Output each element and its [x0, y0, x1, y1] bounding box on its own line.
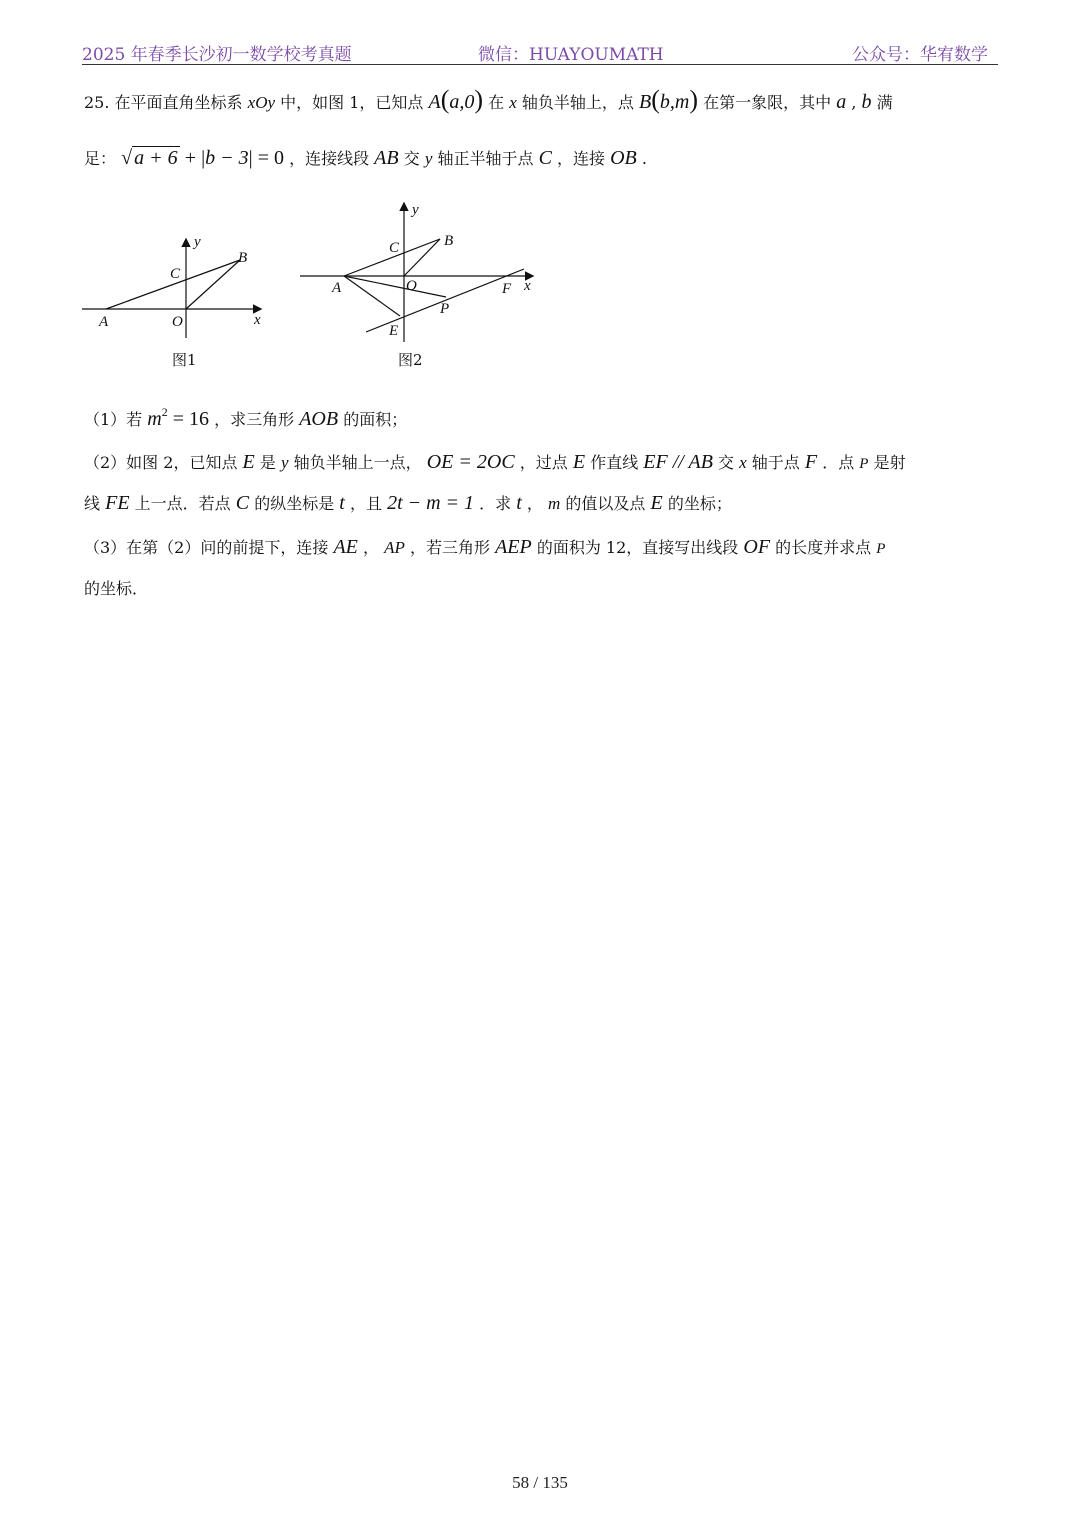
label-x: x	[254, 312, 261, 328]
text: ，求三角形	[214, 410, 295, 429]
text: 满	[876, 93, 893, 112]
text: 上一点．若点	[134, 494, 231, 513]
text: 轴负半轴上一点，	[293, 453, 422, 472]
part-3-line-2	[84, 577, 148, 601]
math-t: t	[516, 492, 522, 514]
text: ．点	[822, 453, 855, 472]
text: 足：	[84, 149, 117, 168]
part-2-line-2	[84, 491, 732, 516]
label-c: C	[170, 266, 181, 282]
text: ．求	[479, 494, 512, 513]
figure-1	[80, 228, 280, 373]
text: 的坐标．	[84, 579, 149, 598]
text: 在平面直角坐标系	[114, 93, 243, 112]
label-c: C	[389, 240, 400, 256]
math-ob: OB	[610, 147, 637, 169]
math-fe: FE	[105, 492, 130, 514]
math-e: E	[572, 451, 586, 473]
problem-intro-line-1: 25. 在平面直角坐标系 xOy 中，如图 1，已知点 A(a,0) 在 x 轴负半轴上，点 B(b,m) 在第一象限，其中 a , b 满	[84, 85, 893, 114]
text: ，	[363, 538, 380, 557]
text: ，且	[349, 494, 382, 513]
text: 的纵坐标是	[254, 494, 335, 513]
text: 轴负半轴上，点	[521, 93, 634, 112]
math-plus: +	[184, 147, 196, 169]
math-ap: AP	[384, 538, 405, 557]
text: 是	[259, 453, 276, 472]
label-o: O	[172, 314, 183, 330]
math-aep: AEP	[495, 536, 532, 558]
math-exp: 2	[161, 405, 168, 419]
page-number: 58 / 135	[512, 1473, 568, 1492]
text: 的值以及点	[565, 494, 646, 513]
math-y: y	[280, 453, 289, 472]
math-m: m	[548, 494, 561, 513]
problem-number: 25.	[84, 93, 110, 112]
text: 线	[84, 494, 101, 513]
math-eq2: 2t − m = 1	[387, 492, 475, 514]
text: 的面积；	[343, 410, 408, 429]
text: 的坐标；	[667, 494, 732, 513]
label-o: O	[406, 278, 417, 294]
label-a: A	[332, 280, 342, 296]
math-b: b	[861, 91, 872, 113]
math-ef-parallel: EF // AB	[643, 451, 713, 473]
text: 是射	[873, 453, 906, 472]
text: 交	[718, 453, 735, 472]
math-e: E	[650, 492, 663, 514]
text: ，若三角形	[409, 538, 490, 557]
math-x: x	[509, 93, 517, 112]
label-p: P	[440, 301, 450, 317]
text: .	[641, 149, 647, 168]
text: 的长度并求点	[775, 538, 872, 557]
label-a: A	[99, 314, 109, 330]
label-x: x	[524, 278, 531, 294]
label-y: y	[412, 202, 419, 218]
math-x: x	[739, 453, 747, 472]
math-p: P	[859, 456, 869, 472]
header-wechat: 微信：HUAYOUMATH	[478, 45, 664, 65]
figure-2	[296, 196, 541, 373]
text: 在第一象限，其中	[703, 93, 832, 112]
text: ，	[526, 494, 543, 513]
text: ，连接	[557, 149, 606, 168]
text: ，过点	[519, 453, 568, 472]
math-c: C	[235, 492, 250, 514]
part-1	[84, 400, 407, 432]
text: 中，如图 1，已知点	[280, 93, 424, 112]
math-abs: b − 3	[205, 147, 249, 169]
label-y: y	[194, 234, 201, 250]
math-c: C	[538, 147, 552, 169]
math-point-a: A	[428, 91, 441, 113]
math-aob: AOB	[299, 408, 339, 430]
math-t: t	[339, 492, 345, 514]
segment-ob	[186, 260, 240, 309]
math-coord-a: a,0	[449, 91, 475, 113]
math-m: m	[147, 408, 162, 430]
math-of: OF	[743, 536, 771, 558]
text: ，连接线段	[289, 149, 370, 168]
segment-ob	[404, 239, 440, 276]
label-b: B	[238, 250, 248, 266]
text: （2）如图 2，已知点	[84, 453, 238, 472]
math-ab: AB	[374, 147, 399, 169]
math-eq: = 16	[167, 408, 210, 430]
label-b: B	[444, 233, 454, 249]
math-y: y	[424, 149, 433, 168]
math-a: a	[836, 91, 847, 113]
text: 在	[488, 93, 505, 112]
math-f: F	[804, 451, 818, 473]
math-oe-eq: OE = 2OC	[426, 451, 515, 473]
math-ae: AE	[333, 536, 358, 558]
text: 轴正半轴于点	[437, 149, 534, 168]
math-xoy: xOy	[247, 93, 276, 112]
math-point-b: B	[639, 91, 652, 113]
page-header	[82, 38, 998, 65]
math-coord-b: b,m	[659, 91, 690, 113]
figure-2-caption: 图2	[398, 351, 423, 369]
math-sqrt: a + 6	[134, 147, 178, 169]
text: （3）在第（2）问的前提下，连接	[84, 538, 329, 557]
text: 作直线	[590, 453, 639, 472]
math-eq-zero: = 0	[257, 147, 284, 169]
label-f: F	[502, 281, 512, 297]
header-title: 2025 年春季长沙初一数学校考真题	[82, 45, 352, 65]
part-3-line-1	[84, 535, 885, 561]
figure-1-caption: 图1	[172, 351, 197, 369]
text: 的面积为 12，直接写出线段	[536, 538, 739, 557]
text: 轴于点	[751, 453, 800, 472]
text: （1）若	[84, 410, 143, 429]
part-2-line-1	[84, 450, 906, 476]
math-p: P	[876, 541, 886, 557]
text: 交	[403, 149, 420, 168]
math-e: E	[242, 451, 255, 473]
problem-intro-line-2: 足： √ a + 6 + |b − 3| = 0 ，连接线段 AB 交 y 轴正半轴于点 C ，连接 OB .	[84, 147, 647, 169]
label-e: E	[389, 323, 399, 339]
header-account: 公众号：华宥数学	[852, 45, 988, 65]
